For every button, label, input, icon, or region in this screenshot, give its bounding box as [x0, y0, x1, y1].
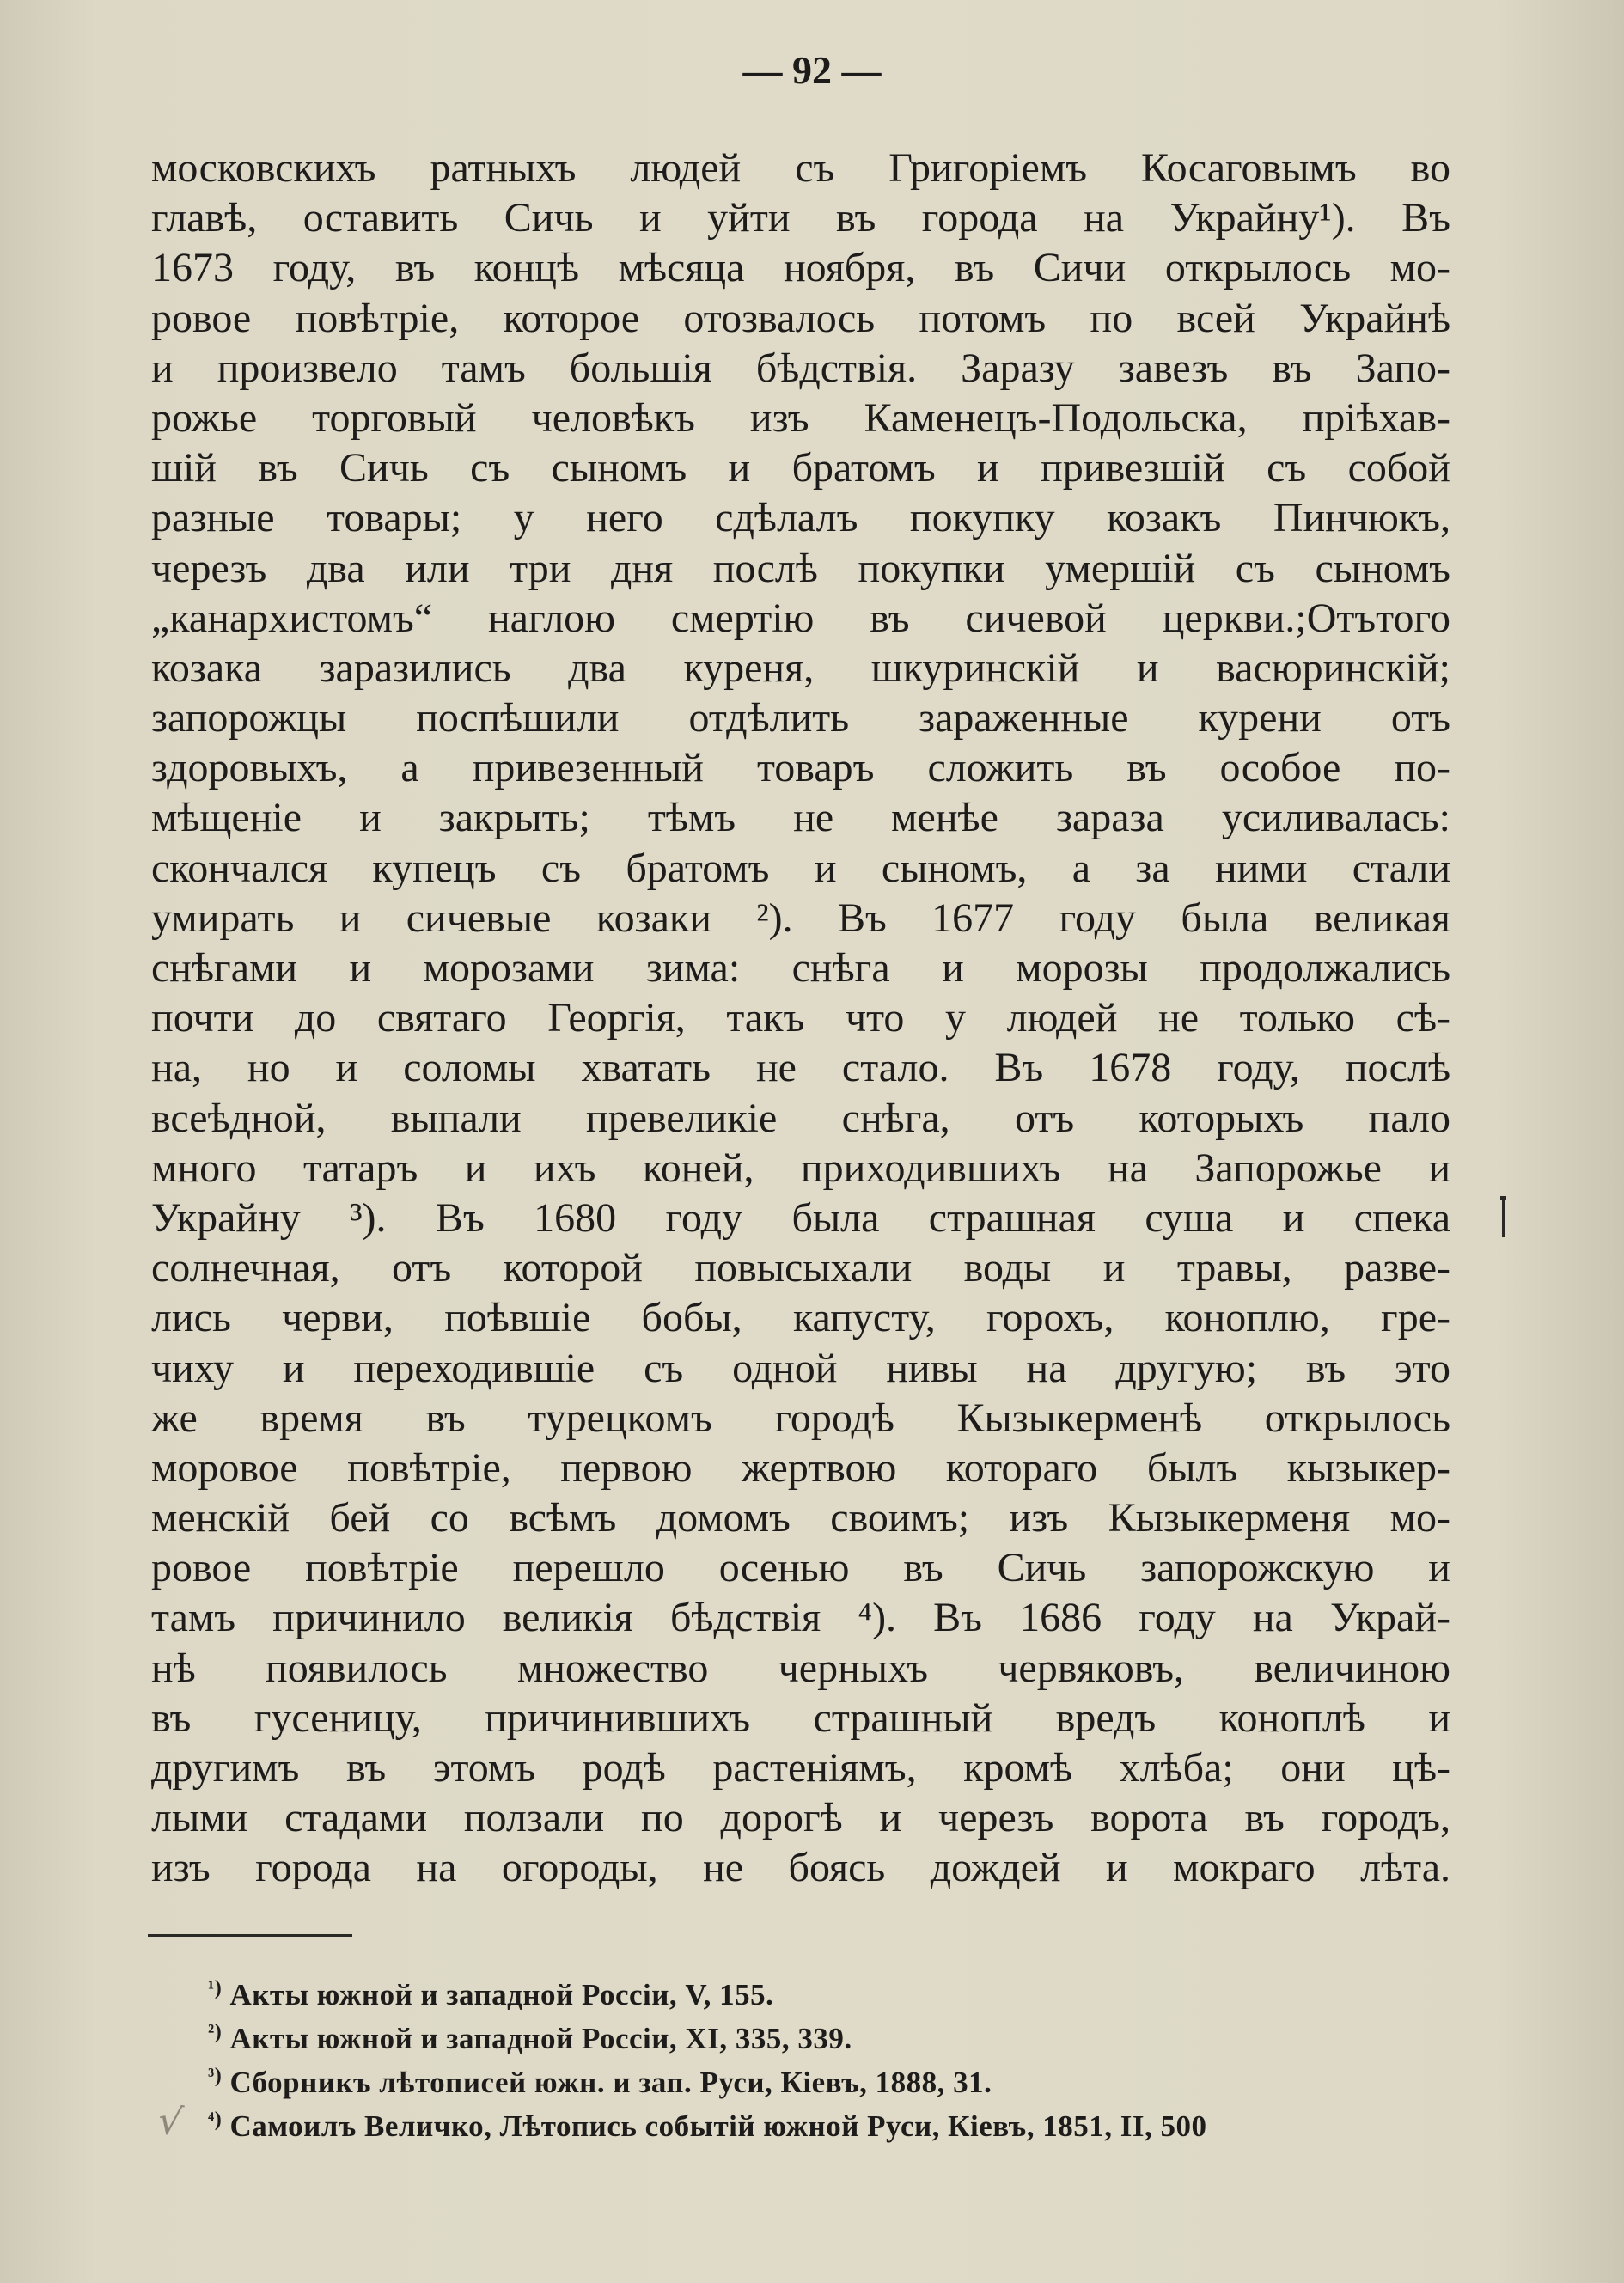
text-line: въ гусеницу, причинившихъ страшный вредъ коноплѣ и — [151, 1694, 1450, 1741]
footnote — [208, 2060, 1454, 2104]
text-line: ровое повѣтріе, которое отозвалось потомъ по всей Украйнѣ — [151, 295, 1450, 341]
text-line: солнечная, отъ которой повысыхали воды и травы, разве- — [151, 1245, 1450, 1291]
text-line: много татаръ и ихъ коней, приходившихъ на Запорожье и — [151, 1145, 1450, 1191]
footnote-text: Акты южной и западной Россіи, V, 155. — [229, 1978, 774, 2011]
text-line: тамъ причинило великія бѣдствія ⁴). Въ 1686 году на Украй- — [151, 1595, 1450, 1641]
text-line: нѣ появилось множество черныхъ червяковъ, величиною — [151, 1645, 1450, 1691]
footnote-marker: ³) — [208, 2065, 223, 2087]
text-line: моровое повѣтріе, первою жертвою котораго былъ кызыкер- — [151, 1444, 1450, 1491]
text-line: здоровыхъ, а привезенный товаръ сложить въ особое по- — [151, 745, 1450, 791]
text-line: 1673 году, въ концѣ мѣсяца ноября, въ Сичи открылось мо- — [151, 245, 1450, 291]
text-line: и произвело тамъ большія бѣдствія. Заразу завезъ въ Запо- — [151, 345, 1450, 391]
text-line: другимъ въ этомъ родѣ растеніямъ, кромѣ хлѣба; они цѣ- — [151, 1745, 1450, 1791]
footnotes — [208, 1973, 1454, 2148]
text-line: лыми стадами ползали по дорогѣ и черезъ ворота въ городъ, — [151, 1795, 1450, 1841]
text-line: почти до святаго Георгія, такъ что у людей не только сѣ- — [151, 995, 1450, 1041]
footnote-text: Сборникъ лѣтописей южн. и зап. Руси, Кіевъ, 1888, 31. — [229, 2066, 992, 2099]
footnote-text: Акты южной и западной Россіи, XI, 335, 339. — [229, 2022, 852, 2055]
footnote — [208, 2104, 1454, 2148]
text-line: чиху и переходившіе съ одной нивы на другую; въ это — [151, 1345, 1450, 1391]
footnote-marker: ⁴) — [208, 2109, 223, 2131]
text-line: же время въ турецкомъ городѣ Кызыкерменѣ открылось — [151, 1395, 1450, 1441]
text-line: разные товары; у него сдѣлалъ покупку козакъ Пинчюкъ, — [151, 495, 1450, 541]
text-line: умирать и сичевые козаки ²). Въ 1677 году была великая — [151, 894, 1450, 941]
text-line: козака заразились два куреня, шкуринскій и васюринскій; — [151, 644, 1450, 691]
text-line: изъ города на огороды, не боясь дождей и мокраго лѣта. — [151, 1845, 1450, 1891]
text-line: „канархистомъ“ наглою смертію въ сичевой церкви.;Отътого — [151, 595, 1450, 641]
text-line: снѣгами и морозами зима: снѣга и морозы продолжались — [151, 945, 1450, 991]
text-line: лись черви, поѣвшіе бобы, капусту, горохъ, коноплю, гре- — [151, 1295, 1450, 1341]
text-line: менскій бей со всѣмъ домомъ своимъ; изъ Кызыкерменя мо- — [151, 1495, 1450, 1541]
text-line: скончался купецъ съ братомъ и сыномъ, а за ними стали — [151, 845, 1450, 891]
margin-mark — [1502, 1196, 1505, 1237]
pencil-tick-mark: √ — [155, 2098, 186, 2146]
body-text — [151, 143, 1450, 1894]
footnote — [208, 2017, 1454, 2060]
text-line: черезъ два или три дня послѣ покупки умершій съ сыномъ — [151, 545, 1450, 591]
text-line: рожье торговый человѣкъ изъ Каменецъ-Подольска, пріѣхав- — [151, 394, 1450, 441]
text-line: главѣ, оставить Сичь и уйти въ города на Украйну¹). Въ — [151, 195, 1450, 241]
text-line: мѣщеніе и закрыть; тѣмъ не менѣе зараза усиливалась: — [151, 795, 1450, 841]
text-line: Украйну ³). Въ 1680 году была страшная суша и спека — [151, 1194, 1450, 1241]
footnote-text: Самоилъ Величко, Лѣтопись событій южной Руси, Кіевъ, 1851, II, 500 — [229, 2109, 1207, 2143]
text-line: на, но и соломы хватать не стало. Въ 1678 году, послѣ — [151, 1045, 1450, 1091]
text-line: запорожцы поспѣшили отдѣлить зараженные курени отъ — [151, 695, 1450, 742]
text-line: ровое повѣтріе перешло осенью въ Сичь запорожскую и — [151, 1545, 1450, 1591]
text-line: всеѣдной, выпали превеликіе снѣга, отъ которыхъ пало — [151, 1095, 1450, 1141]
footnote-marker: ²) — [208, 2021, 223, 2043]
footnote-rule — [148, 1934, 352, 1937]
text-line: московскихъ ратныхъ людей съ Григоріемъ Косаговымъ во — [151, 145, 1450, 191]
footnote — [208, 1973, 1454, 2017]
text-line: шій въ Сичь съ сыномъ и братомъ и привезшій съ собой — [151, 445, 1450, 491]
page-number: — 92 — — [742, 48, 882, 92]
footnote-marker: ¹) — [208, 1977, 223, 1999]
